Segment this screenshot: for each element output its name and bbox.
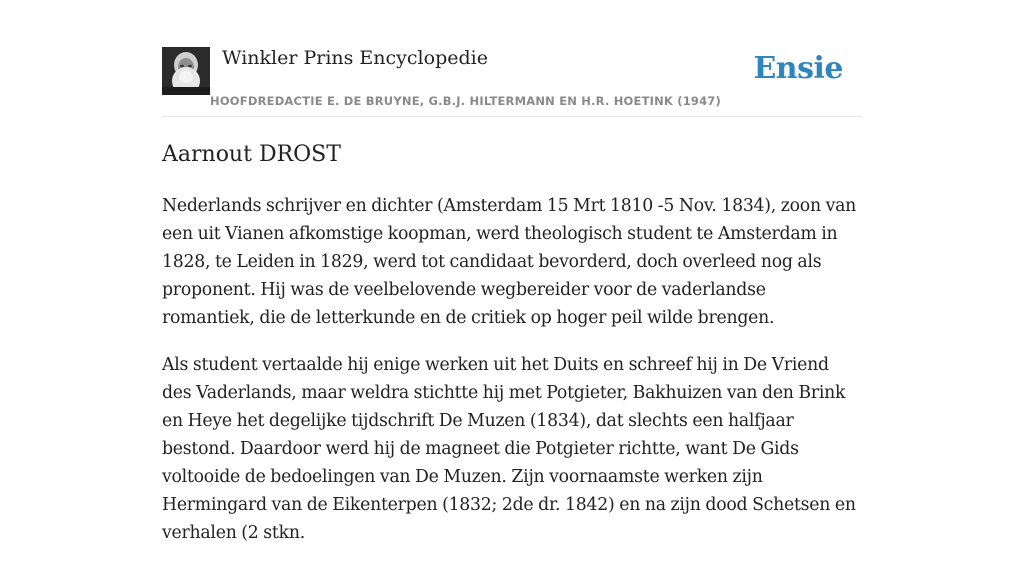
site-header bbox=[162, 0, 862, 117]
brand-logo[interactable]: Ensie bbox=[753, 51, 843, 86]
portrait-icon[interactable] bbox=[162, 47, 210, 95]
article-paragraph: Nederlands schrijver en dichter (Amsterdam 15 Mrt 1810 -5 Nov. 1834), zoon van een uit Vianen afkomstige koopman, werd theologisch student te Amsterdam in 1828, te Leiden in 1829, werd tot candidaat bevorderd, doch overleed nog als proponent. Hij was de veelbelovende wegbereider voor de vaderlandse romantiek, die de letterkunde en de critiek op hoger peil wilde brengen. bbox=[162, 196, 857, 328]
editorial-credit: HOOFDREDACTIE E. DE BRUYNE, G.B.J. HILTERMANN EN H.R. HOETINK (1947) bbox=[210, 94, 721, 108]
site-title[interactable]: Winkler Prins Encyclopedie bbox=[222, 47, 488, 69]
article-paragraph: Als student vertaalde hij enige werken uit het Duits en schreef hij in De Vriend des Vaderlands, maar weldra stichtte hij met Potgieter, Bakhuizen van den Brink en Heye het degelijke tijdschrift De Muzen (1834), dat slechts een halfjaar bestond. Daardoor werd hij de magneet die Potgieter richtte, want De Gids voltooide de bedoelingen van De Muzen. Zijn voornaamste werken zijn Hermingard van de Eikenterpen (1832; 2de dr. 1842) en na zijn dood Schetsen en verhalen (2 stkn. bbox=[162, 355, 856, 543]
article-body bbox=[162, 192, 862, 566]
content-container bbox=[162, 0, 862, 543]
article-title: Aarnout DROST bbox=[162, 142, 341, 167]
